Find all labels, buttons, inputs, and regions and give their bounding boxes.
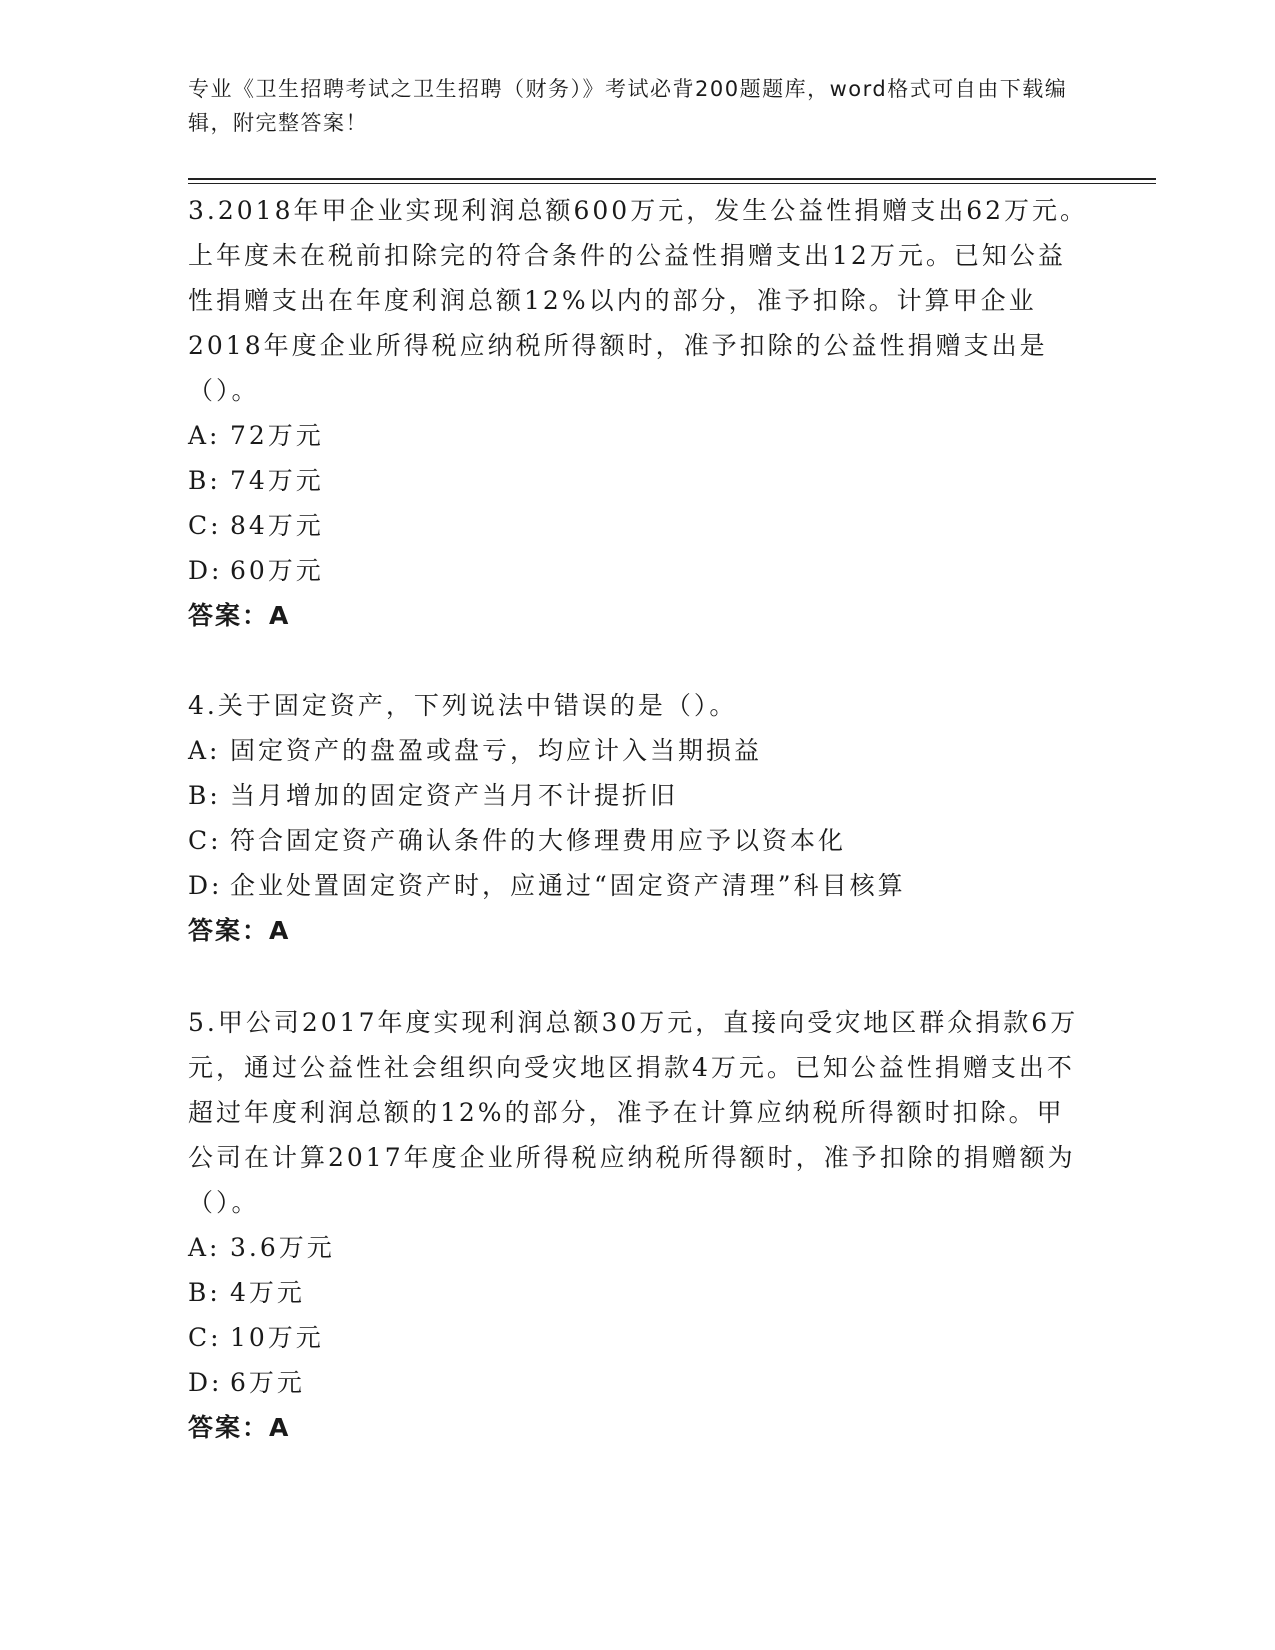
option-key: D: (188, 556, 223, 585)
option-d (188, 548, 1088, 593)
question-stem: 3.2018年甲企业实现利润总额600万元，发生公益性捐赠支出62万元。上年度未在税前扣除完的符合条件的公益性捐赠支出12万元。已知公益性捐赠支出在年度利润总额12%以内的部分，准予扣除。计算甲企业2018年度企业所得税应纳税所得额时，准予扣除的公益性捐赠支出是（）。 (188, 196, 1089, 405)
option-d (188, 863, 1088, 908)
option-b (188, 1270, 1088, 1315)
option-text: 符合固定资产确认条件的大修理费用应予以资本化 (230, 826, 847, 855)
option-key: C: (188, 511, 222, 540)
option-key: D: (188, 1368, 223, 1397)
option-text: 6万元 (230, 1368, 305, 1397)
document-header: 专业《卫生招聘考试之卫生招聘（财务）》考试必背200题题库，word格式可自由下载编辑，附完整答案！ (188, 77, 1068, 135)
option-c (188, 503, 1088, 548)
question-block (188, 188, 1088, 638)
option-text: 当月增加的固定资产当月不计提折旧 (230, 781, 679, 810)
option-key: C: (188, 826, 222, 855)
option-text: 74万元 (230, 466, 324, 495)
option-key: C: (188, 1323, 222, 1352)
option-list (188, 413, 1088, 593)
option-key: B: (188, 466, 221, 495)
option-d (188, 1360, 1088, 1405)
question-block (188, 683, 1088, 953)
question-stem: 4.关于固定资产，下列说法中错误的是（）。 (188, 691, 738, 720)
question-block (188, 1000, 1088, 1450)
option-key: B: (188, 781, 221, 810)
option-text: 10万元 (230, 1323, 324, 1352)
option-a (188, 413, 1088, 458)
answer-line: 答案：A (188, 916, 291, 945)
option-c (188, 818, 1088, 863)
option-list (188, 1225, 1088, 1405)
option-text: 72万元 (230, 421, 324, 450)
option-text: 3.6万元 (230, 1233, 335, 1262)
option-text: 4万元 (230, 1278, 305, 1307)
option-key: B: (188, 1278, 221, 1307)
option-text: 固定资产的盘盈或盘亏，均应计入当期损益 (230, 736, 763, 765)
option-b (188, 773, 1088, 818)
option-a (188, 728, 1088, 773)
option-b (188, 458, 1088, 503)
option-list (188, 728, 1088, 908)
option-a (188, 1225, 1088, 1270)
header-divider (188, 178, 1156, 184)
option-text: 84万元 (230, 511, 324, 540)
question-stem: 5.甲公司2017年度实现利润总额30万元，直接向受灾地区群众捐款6万元，通过公益性社会组织向受灾地区捐款4万元。已知公益性捐赠支出不超过年度利润总额的12%的部分，准予在计算应纳税所得额时扣除。甲公司在计算2017年度企业所得税应纳税所得额时，准予扣除的捐赠额为（）。 (188, 1008, 1079, 1217)
option-key: A: (188, 736, 221, 765)
option-text: 企业处置固定资产时，应通过“固定资产清理”科目核算 (230, 871, 906, 900)
option-key: D: (188, 871, 223, 900)
option-c (188, 1315, 1088, 1360)
option-key: A: (188, 421, 221, 450)
option-key: A: (188, 1233, 221, 1262)
answer-line: 答案：A (188, 601, 291, 630)
option-text: 60万元 (230, 556, 324, 585)
answer-line: 答案：A (188, 1413, 291, 1442)
